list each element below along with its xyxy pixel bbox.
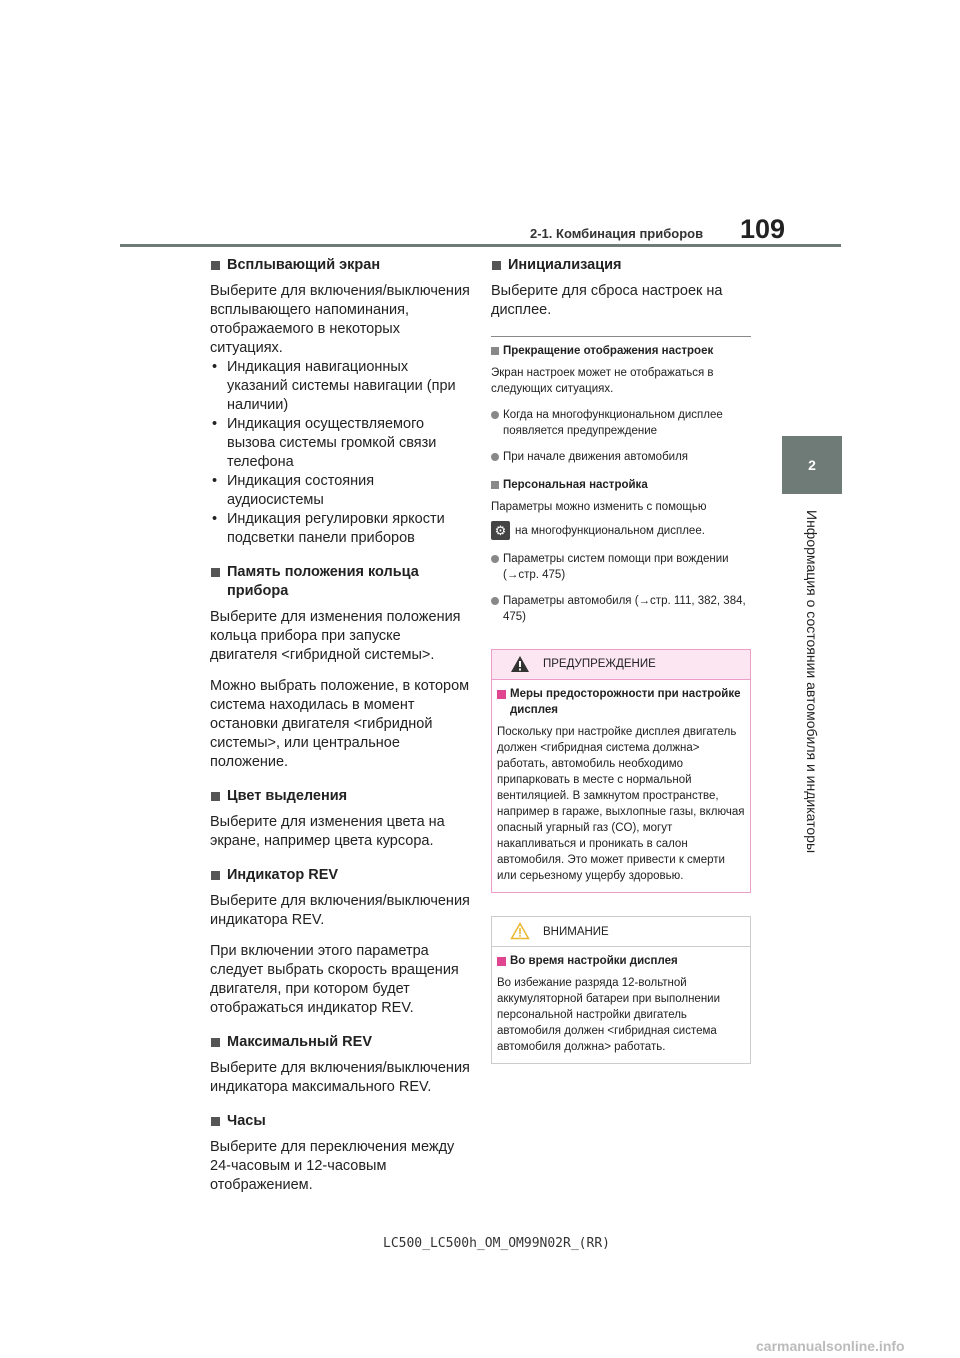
list-item: • Индикация навигационных указаний системы навигации (при наличии) (210, 358, 472, 415)
list-item: • Индикация осуществляемого вызова системы громкой связи телефона (210, 415, 472, 472)
notice-header (492, 917, 750, 947)
caution-triangle-icon (510, 922, 530, 940)
list-item: При начале движения автомобиля (491, 449, 751, 465)
notice-box (491, 916, 751, 1064)
watermark: carmanualsonline.info (756, 1338, 905, 1354)
list-item: Когда на многофункциональном дисплее появляется предупреждение (491, 407, 751, 439)
paragraph: Можно выбрать положение, в котором система находилась в момент остановки двигателя <гибридной системы>, или центральное положение. (210, 678, 470, 770)
section-title: Максимальный REV (210, 1033, 472, 1052)
section-title: Часы (210, 1112, 472, 1131)
paragraph: Экран настроек может не отображаться в следующих ситуациях. (491, 367, 714, 395)
right-column (491, 256, 751, 1064)
list-item: • Индикация регулировки яркости подсветки панели приборов (210, 510, 472, 548)
paragraph: Выберите для переключения между 24-часовым и 12-часовым отображением. (210, 1139, 455, 1193)
paragraph: Выберите для включения/выключения индикатора REV. (210, 893, 470, 928)
chapter-side-title (784, 510, 840, 854)
divider (491, 336, 751, 337)
paragraph: Параметры можно изменить с помощью (491, 501, 707, 513)
warning-title: Меры предосторожности при настройке дисплея (497, 686, 745, 718)
header-rule (120, 244, 841, 247)
warning-body (492, 680, 750, 892)
page-number: 109 (740, 214, 786, 244)
settings-gear-icon: ⚙ (491, 521, 510, 540)
paragraph: Выберите для изменения положения кольца прибора при запуске двигателя <гибридной системы>. (210, 609, 461, 663)
list-item: Параметры систем помощи при вождении (→стр. 475) (491, 551, 751, 583)
warning-text: Поскольку при настройке дисплея двигатель должен <гибридная система должна> работать, автомобиль необходимо припарковать в месте с нормальной вентиляцией. В замкнутом пространстве, например в гараже, выхлопные газы, включая опасный угарный газ (CO), могут накапливаться и проникать в салон автомобиля. Это может привести к смерти или серьезному ущербу здоровью. (497, 726, 745, 882)
chapter-side-title-text: Информация о состоянии автомобиля и индикаторы (804, 510, 820, 854)
icon-line-text: на многофункциональном дисплее. (515, 525, 705, 537)
section-title: Память положения кольца прибора (210, 563, 472, 601)
bullet-list (210, 358, 472, 548)
paragraph: Выберите для сброса настроек на дисплее. (491, 283, 723, 318)
list-item: • Индикация состояния аудиосистемы (210, 472, 472, 510)
warning-triangle-icon (510, 655, 530, 673)
paragraph: Выберите для включения/выключения всплывающего напоминания, отображаемого в некоторых ситуациях. (210, 283, 470, 356)
subsection-title: Прекращение отображения настроек (491, 343, 751, 359)
section-header: 2-1. Комбинация приборов (530, 226, 704, 241)
section-title: Цвет выделения (210, 787, 472, 806)
footer-code: LC500_LC500h_OM_OM99N02R_(RR) (383, 1236, 610, 1251)
subsection-title: Персональная настройка (491, 477, 751, 493)
section-title: Всплывающий экран (210, 256, 472, 275)
warning-header (492, 650, 750, 680)
section-title: Индикатор REV (210, 866, 472, 885)
paragraph: Выберите для изменения цвета на экране, например цвета курсора. (210, 814, 445, 849)
chapter-tab[interactable]: 2 (782, 436, 842, 494)
notice-body (492, 947, 750, 1063)
notice-label: ВНИМАНИЕ (543, 926, 609, 938)
notice-text: Во избежание разряда 12-вольтной аккумуляторной батареи при выполнении персональной настройки двигатель автомобиля должен <гибридная система автомобиля должна> работать. (497, 977, 721, 1053)
paragraph: Выберите для включения/выключения индикатора максимального REV. (210, 1060, 470, 1095)
warning-box (491, 649, 751, 893)
section-title: Инициализация (491, 256, 751, 275)
list-item: Параметры автомобиля (→стр. 111, 382, 384, 475) (491, 593, 751, 625)
icon-line (491, 521, 751, 541)
paragraph: При включении этого параметра следует выбрать скорость вращения двигателя, при котором будет отображаться индикатор REV. (210, 943, 459, 1016)
left-column (210, 256, 472, 1195)
notice-title: Во время настройки дисплея (497, 953, 745, 969)
warning-label: ПРЕДУПРЕЖДЕНИЕ (543, 658, 656, 670)
